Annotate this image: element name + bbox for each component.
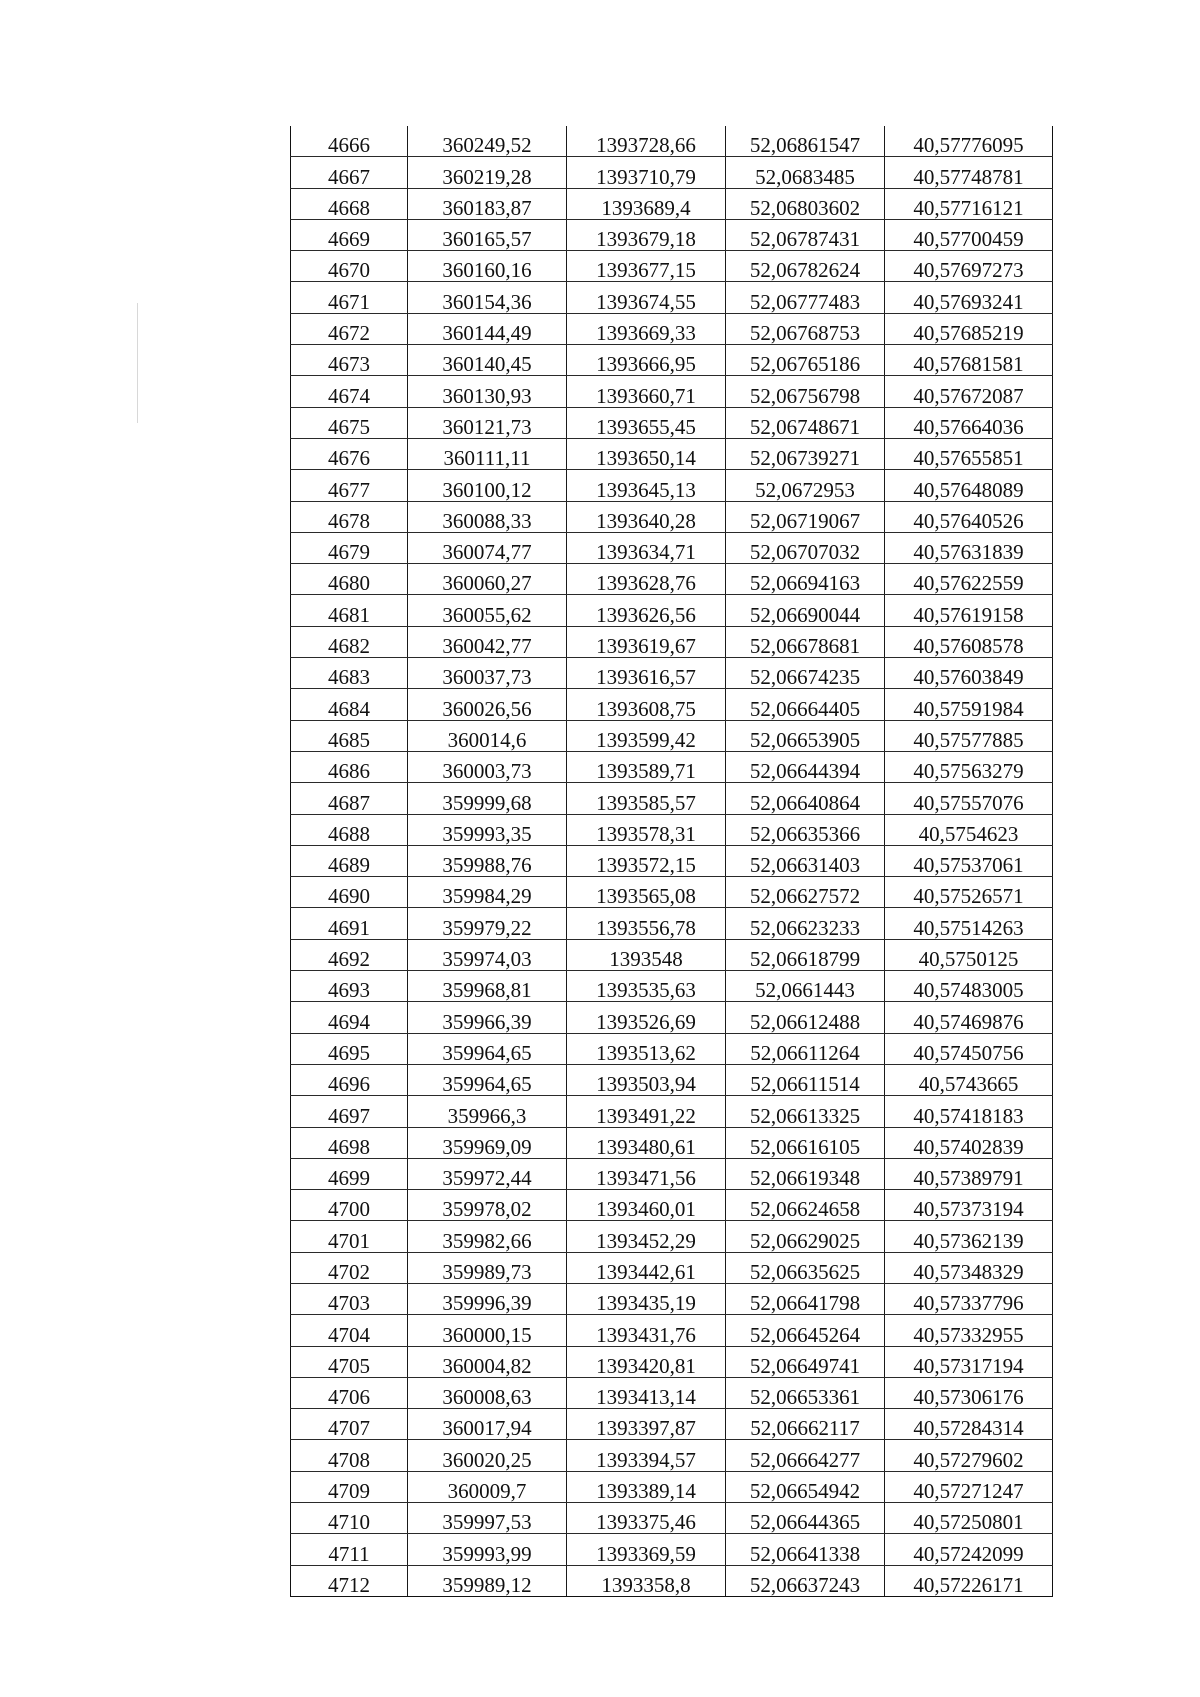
y-coordinate-cell: 1393599,42: [567, 720, 726, 751]
latitude-cell: 52,06678681: [726, 626, 885, 657]
longitude-cell: 40,57563279: [885, 751, 1053, 782]
coordinates-table: [290, 126, 1053, 1597]
scan-artifact-line: [137, 303, 138, 423]
point-number-cell: 4671: [291, 282, 408, 313]
longitude-cell: 40,57450756: [885, 1033, 1053, 1064]
table-row: [291, 595, 1053, 626]
table-row: [291, 564, 1053, 595]
latitude-cell: 52,06765186: [726, 345, 885, 376]
table-row: [291, 783, 1053, 814]
latitude-cell: 52,06641338: [726, 1534, 885, 1565]
point-number-cell: 4669: [291, 219, 408, 250]
y-coordinate-cell: 1393565,08: [567, 877, 726, 908]
y-coordinate-cell: 1393413,14: [567, 1377, 726, 1408]
x-coordinate-cell: 360003,73: [408, 751, 567, 782]
point-number-cell: 4678: [291, 501, 408, 532]
latitude-cell: 52,06641798: [726, 1283, 885, 1314]
point-number-cell: 4695: [291, 1033, 408, 1064]
y-coordinate-cell: 1393728,66: [567, 126, 726, 157]
y-coordinate-cell: 1393535,63: [567, 971, 726, 1002]
point-number-cell: 4683: [291, 658, 408, 689]
table-row: [291, 407, 1053, 438]
table-row: [291, 1064, 1053, 1095]
point-number-cell: 4681: [291, 595, 408, 626]
latitude-cell: 52,06644394: [726, 751, 885, 782]
longitude-cell: 40,57748781: [885, 157, 1053, 188]
longitude-cell: 40,57716121: [885, 188, 1053, 219]
point-number-cell: 4668: [291, 188, 408, 219]
y-coordinate-cell: 1393397,87: [567, 1409, 726, 1440]
latitude-cell: 52,06777483: [726, 282, 885, 313]
latitude-cell: 52,0661443: [726, 971, 885, 1002]
latitude-cell: 52,06629025: [726, 1221, 885, 1252]
longitude-cell: 40,57483005: [885, 971, 1053, 1002]
point-number-cell: 4703: [291, 1283, 408, 1314]
table-row: [291, 126, 1053, 157]
x-coordinate-cell: 359972,44: [408, 1158, 567, 1189]
y-coordinate-cell: 1393674,55: [567, 282, 726, 313]
table-row: [291, 1033, 1053, 1064]
longitude-cell: 40,57697273: [885, 251, 1053, 282]
x-coordinate-cell: 360004,82: [408, 1346, 567, 1377]
point-number-cell: 4696: [291, 1064, 408, 1095]
longitude-cell: 40,57332955: [885, 1315, 1053, 1346]
point-number-cell: 4685: [291, 720, 408, 751]
point-number-cell: 4702: [291, 1252, 408, 1283]
longitude-cell: 40,57362139: [885, 1221, 1053, 1252]
point-number-cell: 4693: [291, 971, 408, 1002]
y-coordinate-cell: 1393431,76: [567, 1315, 726, 1346]
longitude-cell: 40,57226171: [885, 1565, 1053, 1596]
point-number-cell: 4689: [291, 845, 408, 876]
longitude-cell: 40,57700459: [885, 219, 1053, 250]
table-row: [291, 1158, 1053, 1189]
x-coordinate-cell: 359979,22: [408, 908, 567, 939]
y-coordinate-cell: 1393679,18: [567, 219, 726, 250]
point-number-cell: 4707: [291, 1409, 408, 1440]
table-row: [291, 1252, 1053, 1283]
longitude-cell: 40,5754623: [885, 814, 1053, 845]
x-coordinate-cell: 359989,73: [408, 1252, 567, 1283]
x-coordinate-cell: 360100,12: [408, 470, 567, 501]
point-number-cell: 4691: [291, 908, 408, 939]
y-coordinate-cell: 1393608,75: [567, 689, 726, 720]
y-coordinate-cell: 1393572,15: [567, 845, 726, 876]
x-coordinate-cell: 359988,76: [408, 845, 567, 876]
x-coordinate-cell: 360020,25: [408, 1440, 567, 1471]
y-coordinate-cell: 1393634,71: [567, 532, 726, 563]
longitude-cell: 40,57577885: [885, 720, 1053, 751]
point-number-cell: 4682: [291, 626, 408, 657]
point-number-cell: 4666: [291, 126, 408, 157]
latitude-cell: 52,06707032: [726, 532, 885, 563]
point-number-cell: 4704: [291, 1315, 408, 1346]
y-coordinate-cell: 1393616,57: [567, 658, 726, 689]
point-number-cell: 4711: [291, 1534, 408, 1565]
x-coordinate-cell: 360026,56: [408, 689, 567, 720]
y-coordinate-cell: 1393640,28: [567, 501, 726, 532]
latitude-cell: 52,06803602: [726, 188, 885, 219]
latitude-cell: 52,06861547: [726, 126, 885, 157]
x-coordinate-cell: 360144,49: [408, 313, 567, 344]
x-coordinate-cell: 360014,6: [408, 720, 567, 751]
latitude-cell: 52,06674235: [726, 658, 885, 689]
latitude-cell: 52,06637243: [726, 1565, 885, 1596]
table-row: [291, 720, 1053, 751]
y-coordinate-cell: 1393389,14: [567, 1471, 726, 1502]
y-coordinate-cell: 1393442,61: [567, 1252, 726, 1283]
table-row: [291, 188, 1053, 219]
table-row: [291, 971, 1053, 1002]
y-coordinate-cell: 1393585,57: [567, 783, 726, 814]
longitude-cell: 40,57306176: [885, 1377, 1053, 1408]
x-coordinate-cell: 360130,93: [408, 376, 567, 407]
latitude-cell: 52,06768753: [726, 313, 885, 344]
latitude-cell: 52,06612488: [726, 1002, 885, 1033]
table-row: [291, 939, 1053, 970]
longitude-cell: 40,57648089: [885, 470, 1053, 501]
x-coordinate-cell: 360017,94: [408, 1409, 567, 1440]
latitude-cell: 52,06640864: [726, 783, 885, 814]
latitude-cell: 52,06664405: [726, 689, 885, 720]
point-number-cell: 4701: [291, 1221, 408, 1252]
latitude-cell: 52,06653361: [726, 1377, 885, 1408]
y-coordinate-cell: 1393435,19: [567, 1283, 726, 1314]
x-coordinate-cell: 360160,16: [408, 251, 567, 282]
latitude-cell: 52,06654942: [726, 1471, 885, 1502]
latitude-cell: 52,06616105: [726, 1127, 885, 1158]
y-coordinate-cell: 1393375,46: [567, 1503, 726, 1534]
point-number-cell: 4676: [291, 438, 408, 469]
x-coordinate-cell: 359964,65: [408, 1033, 567, 1064]
longitude-cell: 40,57619158: [885, 595, 1053, 626]
longitude-cell: 40,5750125: [885, 939, 1053, 970]
point-number-cell: 4706: [291, 1377, 408, 1408]
table-row: [291, 1190, 1053, 1221]
latitude-cell: 52,06618799: [726, 939, 885, 970]
x-coordinate-cell: 359989,12: [408, 1565, 567, 1596]
longitude-cell: 40,57776095: [885, 126, 1053, 157]
longitude-cell: 40,57337796: [885, 1283, 1053, 1314]
longitude-cell: 40,57608578: [885, 626, 1053, 657]
longitude-cell: 40,57664036: [885, 407, 1053, 438]
x-coordinate-cell: 359966,3: [408, 1096, 567, 1127]
longitude-cell: 40,57373194: [885, 1190, 1053, 1221]
longitude-cell: 40,57640526: [885, 501, 1053, 532]
x-coordinate-cell: 360009,7: [408, 1471, 567, 1502]
x-coordinate-cell: 360154,36: [408, 282, 567, 313]
x-coordinate-cell: 360055,62: [408, 595, 567, 626]
longitude-cell: 40,57250801: [885, 1503, 1053, 1534]
longitude-cell: 40,5743665: [885, 1064, 1053, 1095]
point-number-cell: 4680: [291, 564, 408, 595]
x-coordinate-cell: 359984,29: [408, 877, 567, 908]
table-row: [291, 345, 1053, 376]
table-row: [291, 1503, 1053, 1534]
longitude-cell: 40,57402839: [885, 1127, 1053, 1158]
table-row: [291, 157, 1053, 188]
x-coordinate-cell: 360165,57: [408, 219, 567, 250]
table-row: [291, 1315, 1053, 1346]
latitude-cell: 52,06611514: [726, 1064, 885, 1095]
point-number-cell: 4710: [291, 1503, 408, 1534]
point-number-cell: 4690: [291, 877, 408, 908]
table-row: [291, 501, 1053, 532]
table-row: [291, 689, 1053, 720]
point-number-cell: 4677: [291, 470, 408, 501]
table-row: [291, 1096, 1053, 1127]
point-number-cell: 4709: [291, 1471, 408, 1502]
table-row: [291, 877, 1053, 908]
latitude-cell: 52,0683485: [726, 157, 885, 188]
latitude-cell: 52,06662117: [726, 1409, 885, 1440]
longitude-cell: 40,57526571: [885, 877, 1053, 908]
longitude-cell: 40,57685219: [885, 313, 1053, 344]
y-coordinate-cell: 1393666,95: [567, 345, 726, 376]
point-number-cell: 4708: [291, 1440, 408, 1471]
y-coordinate-cell: 1393689,4: [567, 188, 726, 219]
y-coordinate-cell: 1393420,81: [567, 1346, 726, 1377]
longitude-cell: 40,57514263: [885, 908, 1053, 939]
table-row: [291, 1377, 1053, 1408]
point-number-cell: 4700: [291, 1190, 408, 1221]
latitude-cell: 52,06694163: [726, 564, 885, 595]
point-number-cell: 4698: [291, 1127, 408, 1158]
longitude-cell: 40,57271247: [885, 1471, 1053, 1502]
y-coordinate-cell: 1393491,22: [567, 1096, 726, 1127]
table-row: [291, 219, 1053, 250]
table-row: [291, 658, 1053, 689]
table-row: [291, 1346, 1053, 1377]
y-coordinate-cell: 1393669,33: [567, 313, 726, 344]
x-coordinate-cell: 359997,53: [408, 1503, 567, 1534]
point-number-cell: 4675: [291, 407, 408, 438]
latitude-cell: 52,06787431: [726, 219, 885, 250]
table-row: [291, 1127, 1053, 1158]
longitude-cell: 40,57418183: [885, 1096, 1053, 1127]
latitude-cell: 52,06635625: [726, 1252, 885, 1283]
x-coordinate-cell: 360219,28: [408, 157, 567, 188]
x-coordinate-cell: 359964,65: [408, 1064, 567, 1095]
y-coordinate-cell: 1393626,56: [567, 595, 726, 626]
table-row: [291, 1534, 1053, 1565]
x-coordinate-cell: 360121,73: [408, 407, 567, 438]
table-row: [291, 376, 1053, 407]
latitude-cell: 52,06624658: [726, 1190, 885, 1221]
y-coordinate-cell: 1393619,67: [567, 626, 726, 657]
point-number-cell: 4712: [291, 1565, 408, 1596]
longitude-cell: 40,57591984: [885, 689, 1053, 720]
y-coordinate-cell: 1393358,8: [567, 1565, 726, 1596]
x-coordinate-cell: 360042,77: [408, 626, 567, 657]
table-row: [291, 845, 1053, 876]
x-coordinate-cell: 359993,35: [408, 814, 567, 845]
longitude-cell: 40,57672087: [885, 376, 1053, 407]
latitude-cell: 52,06644365: [726, 1503, 885, 1534]
y-coordinate-cell: 1393471,56: [567, 1158, 726, 1189]
x-coordinate-cell: 359978,02: [408, 1190, 567, 1221]
latitude-cell: 52,06664277: [726, 1440, 885, 1471]
x-coordinate-cell: 359969,09: [408, 1127, 567, 1158]
longitude-cell: 40,57655851: [885, 438, 1053, 469]
longitude-cell: 40,57693241: [885, 282, 1053, 313]
point-number-cell: 4692: [291, 939, 408, 970]
table-row: [291, 1283, 1053, 1314]
table-row: [291, 1440, 1053, 1471]
x-coordinate-cell: 360008,63: [408, 1377, 567, 1408]
x-coordinate-cell: 360140,45: [408, 345, 567, 376]
latitude-cell: 52,06653905: [726, 720, 885, 751]
y-coordinate-cell: 1393589,71: [567, 751, 726, 782]
x-coordinate-cell: 360183,87: [408, 188, 567, 219]
x-coordinate-cell: 359974,03: [408, 939, 567, 970]
point-number-cell: 4679: [291, 532, 408, 563]
table-row: [291, 1409, 1053, 1440]
longitude-cell: 40,57317194: [885, 1346, 1053, 1377]
longitude-cell: 40,57389791: [885, 1158, 1053, 1189]
latitude-cell: 52,06756798: [726, 376, 885, 407]
latitude-cell: 52,06623233: [726, 908, 885, 939]
x-coordinate-cell: 360111,11: [408, 438, 567, 469]
longitude-cell: 40,57631839: [885, 532, 1053, 563]
table-row: [291, 438, 1053, 469]
table-row: [291, 282, 1053, 313]
table-row: [291, 251, 1053, 282]
point-number-cell: 4686: [291, 751, 408, 782]
table-row: [291, 751, 1053, 782]
x-coordinate-cell: 360088,33: [408, 501, 567, 532]
coordinates-table-body: [291, 126, 1053, 1596]
point-number-cell: 4699: [291, 1158, 408, 1189]
y-coordinate-cell: 1393503,94: [567, 1064, 726, 1095]
latitude-cell: 52,06782624: [726, 251, 885, 282]
table-row: [291, 1471, 1053, 1502]
point-number-cell: 4694: [291, 1002, 408, 1033]
table-row: [291, 1221, 1053, 1252]
point-number-cell: 4670: [291, 251, 408, 282]
x-coordinate-cell: 360249,52: [408, 126, 567, 157]
y-coordinate-cell: 1393710,79: [567, 157, 726, 188]
point-number-cell: 4688: [291, 814, 408, 845]
latitude-cell: 52,06613325: [726, 1096, 885, 1127]
x-coordinate-cell: 360060,27: [408, 564, 567, 595]
latitude-cell: 52,06748671: [726, 407, 885, 438]
y-coordinate-cell: 1393655,45: [567, 407, 726, 438]
table-row: [291, 470, 1053, 501]
y-coordinate-cell: 1393452,29: [567, 1221, 726, 1252]
x-coordinate-cell: 359993,99: [408, 1534, 567, 1565]
y-coordinate-cell: 1393660,71: [567, 376, 726, 407]
latitude-cell: 52,06631403: [726, 845, 885, 876]
point-number-cell: 4667: [291, 157, 408, 188]
table-row: [291, 908, 1053, 939]
y-coordinate-cell: 1393628,76: [567, 564, 726, 595]
y-coordinate-cell: 1393556,78: [567, 908, 726, 939]
point-number-cell: 4673: [291, 345, 408, 376]
point-number-cell: 4697: [291, 1096, 408, 1127]
latitude-cell: 52,06645264: [726, 1315, 885, 1346]
x-coordinate-cell: 360074,77: [408, 532, 567, 563]
y-coordinate-cell: 1393645,13: [567, 470, 726, 501]
y-coordinate-cell: 1393548: [567, 939, 726, 970]
point-number-cell: 4687: [291, 783, 408, 814]
y-coordinate-cell: 1393578,31: [567, 814, 726, 845]
y-coordinate-cell: 1393677,15: [567, 251, 726, 282]
y-coordinate-cell: 1393526,69: [567, 1002, 726, 1033]
longitude-cell: 40,57557076: [885, 783, 1053, 814]
x-coordinate-cell: 360037,73: [408, 658, 567, 689]
longitude-cell: 40,57603849: [885, 658, 1053, 689]
longitude-cell: 40,57469876: [885, 1002, 1053, 1033]
longitude-cell: 40,57537061: [885, 845, 1053, 876]
table-row: [291, 814, 1053, 845]
longitude-cell: 40,57279602: [885, 1440, 1053, 1471]
latitude-cell: 52,06690044: [726, 595, 885, 626]
longitude-cell: 40,57681581: [885, 345, 1053, 376]
longitude-cell: 40,57622559: [885, 564, 1053, 595]
table-row: [291, 313, 1053, 344]
table-row: [291, 1002, 1053, 1033]
table-row: [291, 1565, 1053, 1596]
point-number-cell: 4684: [291, 689, 408, 720]
y-coordinate-cell: 1393369,59: [567, 1534, 726, 1565]
y-coordinate-cell: 1393480,61: [567, 1127, 726, 1158]
longitude-cell: 40,57348329: [885, 1252, 1053, 1283]
y-coordinate-cell: 1393394,57: [567, 1440, 726, 1471]
point-number-cell: 4674: [291, 376, 408, 407]
x-coordinate-cell: 360000,15: [408, 1315, 567, 1346]
x-coordinate-cell: 359966,39: [408, 1002, 567, 1033]
y-coordinate-cell: 1393650,14: [567, 438, 726, 469]
table-row: [291, 626, 1053, 657]
latitude-cell: 52,06649741: [726, 1346, 885, 1377]
latitude-cell: 52,0672953: [726, 470, 885, 501]
x-coordinate-cell: 359968,81: [408, 971, 567, 1002]
y-coordinate-cell: 1393460,01: [567, 1190, 726, 1221]
latitude-cell: 52,06635366: [726, 814, 885, 845]
latitude-cell: 52,06611264: [726, 1033, 885, 1064]
longitude-cell: 40,57284314: [885, 1409, 1053, 1440]
point-number-cell: 4672: [291, 313, 408, 344]
x-coordinate-cell: 359999,68: [408, 783, 567, 814]
latitude-cell: 52,06739271: [726, 438, 885, 469]
x-coordinate-cell: 359996,39: [408, 1283, 567, 1314]
latitude-cell: 52,06719067: [726, 501, 885, 532]
point-number-cell: 4705: [291, 1346, 408, 1377]
latitude-cell: 52,06627572: [726, 877, 885, 908]
longitude-cell: 40,57242099: [885, 1534, 1053, 1565]
table-row: [291, 532, 1053, 563]
latitude-cell: 52,06619348: [726, 1158, 885, 1189]
y-coordinate-cell: 1393513,62: [567, 1033, 726, 1064]
x-coordinate-cell: 359982,66: [408, 1221, 567, 1252]
